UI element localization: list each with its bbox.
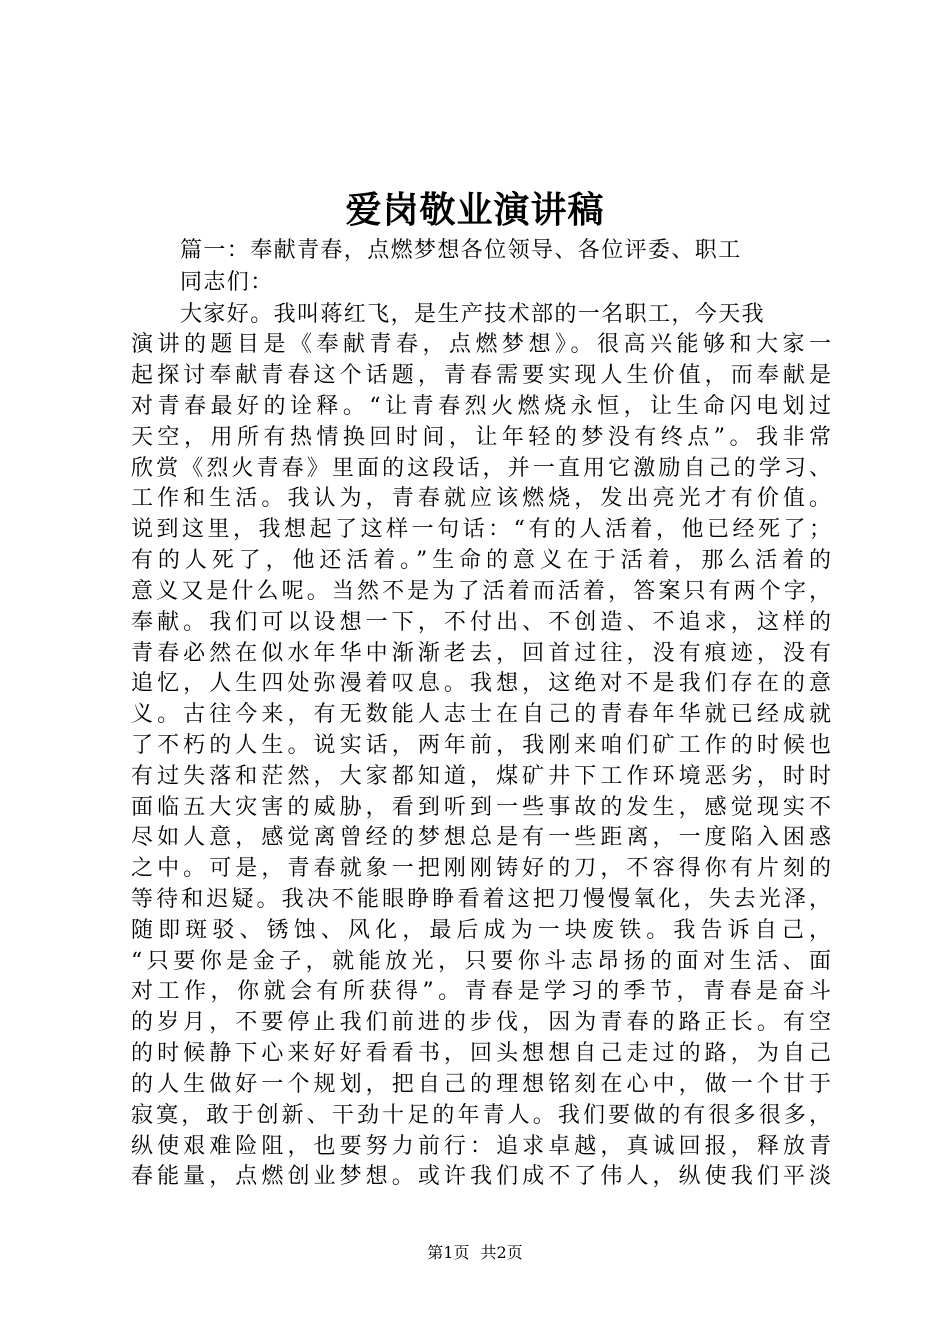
text-line: 义。古往今来，有无数能人志士在自己的青春年华就已经成就 (131, 702, 831, 727)
text-line: 之中。可是，青春就象一把刚刚铸好的刀，不容得你有片刻的 (131, 856, 831, 881)
text-line: 的岁月，不要停止我们前进的步伐，因为青春的路正长。有空 (131, 1010, 831, 1035)
text-line: 尽如人意，感觉离曾经的梦想总是有一些距离，一度陷入困惑 (131, 825, 831, 850)
text-line: 欣赏《烈火青春》里面的这段话，并一直用它激励自己的学习、 (131, 456, 831, 481)
text-line: 对工作，你就会有所获得”。青春是学习的季节，青春是奋斗 (131, 979, 831, 1004)
text-line: 面临五大灾害的威胁，看到听到一些事故的发生，感觉现实不 (131, 795, 831, 820)
text-line: 等待和迟疑。我决不能眼睁睁看着这把刀慢慢氧化，失去光泽， (131, 887, 831, 912)
text-line: 春能量，点燃创业梦想。或许我们成不了伟人，纵使我们平淡 (131, 1164, 831, 1189)
text-line: 随即斑驳、锈蚀、风化，最后成为一块废铁。我告诉自己， (131, 918, 831, 943)
text-line: 的时候静下心来好好看看书，回头想想自己走过的路，为自己 (131, 1041, 831, 1066)
page-number: 第1页 (427, 1243, 470, 1262)
text-line: 天空，用所有热情换回时间，让年轻的梦没有终点”。我非常 (131, 425, 831, 450)
text-line: 有的人死了，他还活着。”生命的意义在于活着，那么活着的 (131, 548, 831, 573)
text-line: 同志们： (180, 270, 274, 295)
text-line: 青春必然在似水年华中渐渐老去，回首过往，没有痕迹，没有 (131, 641, 831, 666)
text-line: 大家好。我叫蒋红飞，是生产技术部的一名职工，今天我 (180, 302, 766, 327)
text-line: 奉献。我们可以设想一下，不付出、不创造、不追求，这样的 (131, 610, 831, 635)
text-line: 工作和生活。我认为，青春就应该燃烧，发出亮光才有价值。 (131, 486, 831, 511)
page-footer (0, 1242, 950, 1264)
text-line: “只要你是金子，就能放光，只要你斗志昂扬的面对生活、面 (131, 949, 831, 974)
text-line: 追忆，人生四处弥漫着叹息。我想，这绝对不是我们存在的意 (131, 671, 831, 696)
text-line: 意义又是什么呢。当然不是为了活着而活着，答案只有两个字， (131, 579, 831, 604)
text-line: 起探讨奉献青春这个话题，青春需要实现人生价值，而奉献是 (131, 363, 831, 388)
page-total: 共2页 (480, 1243, 523, 1262)
text-line: 有过失落和茫然，大家都知道，煤矿井下工作环境恶劣，时时 (131, 764, 831, 789)
text-line: 了不朽的人生。说实话，两年前，我刚来咱们矿工作的时候也 (131, 733, 831, 758)
text-line: 演讲的题目是《奉献青春，点燃梦想》。很高兴能够和大家一 (131, 332, 831, 357)
text-line: 寂寞，敢于创新、干劲十足的年青人。我们要做的有很多很多， (131, 1103, 831, 1128)
text-line: 对青春最好的诠释。“让青春烈火燃烧永恒，让生命闪电划过 (131, 394, 831, 419)
text-line: 的人生做好一个规划，把自己的理想铭刻在心中，做一个甘于 (131, 1072, 831, 1097)
text-line: 纵使艰难险阻，也要努力前行：追求卓越，真诚回报，释放青 (131, 1134, 831, 1159)
document-title: 爱岗敬业演讲稿 (345, 189, 605, 231)
text-line: 篇一：奉献青春，点燃梦想各位领导、各位评委、职工 (180, 238, 742, 263)
text-line: 说到这里，我想起了这样一句话：“有的人活着，他已经死了； (131, 517, 831, 542)
